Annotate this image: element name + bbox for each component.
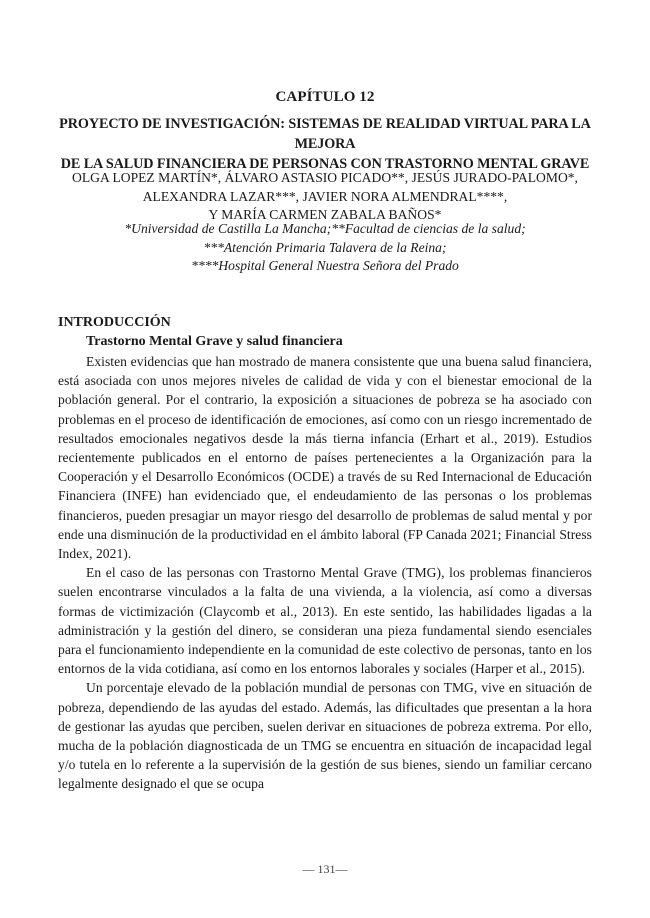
page-number: — 131— — [302, 862, 348, 876]
author-line: Y MARÍA CARMEN ZABALA BAÑOS* — [208, 207, 442, 222]
body-text — [58, 352, 592, 794]
chapter-label: CAPÍTULO 12 — [275, 89, 375, 105]
affiliation-line: ***Atención Primaria Talavera de la Reina; — [203, 239, 447, 255]
section-heading: INTRODUCCIÓN — [58, 315, 171, 330]
affiliation-line: ****Hospital General Nuestra Señora del Prado — [191, 258, 459, 273]
author-list — [40, 169, 610, 225]
author-line: OLGA LOPEZ MARTÍN*, ÁLVARO ASTASIO PICADO**, JESÚS JURADO-PALOMO*, — [72, 170, 578, 185]
chapter-title-line: PROYECTO DE INVESTIGACIÓN: SISTEMAS DE REALIDAD VIRTUAL PARA LA MEJORA — [59, 116, 591, 152]
body-paragraph: Existen evidencias que han mostrado de manera consistente que una buena salud financiera, está asociada con unos mejores niveles de calidad de vida y con el bienestar emocional de la población general. Por el contrario, la exposición a situaciones de pobreza se ha asociado con problemas en el proceso de identificación de emociones, así como con un riesgo incrementado de resultados emocionales negativos desde la más tierna infancia (Erhart et al., 2019). Estudios recientemente publicados en el entorno de países pertenecientes a la Organización para la Cooperación y el Desarrollo Económicos (OCDE) a través de su Red Internacional de Educación Financiera (INFE) han evidenciado que, el endeudamiento de las personas o los problemas financieros, pueden presagiar un mayor riesgo del desarrollo de problemas de salud mental y por ende una disminución de la productividad en el ámbito laboral (FP Canada 2021; Financial Stress Index, 2021). — [58, 354, 592, 562]
affiliation-list — [40, 220, 610, 276]
affiliation-line: *Universidad de Castilla La Mancha;**Facultad de ciencias de la salud; — [124, 221, 526, 236]
author-line: ALEXANDRA LAZAR***, JAVIER NORA ALMENDRAL****, — [142, 188, 508, 204]
body-paragraph: En el caso de las personas con Trastorno Mental Grave (TMG), los problemas financieros suelen encontrarse vinculados a la falta de una vivienda, a la violencia, así como a diversas formas de victimización (Claycomb et al., 2013). En este sentido, las habilidades ligadas a la administración y la gestión del dinero, se consideran una pieza fundamental siendo esenciales para el funcionamiento independiente en la comunidad de este colectivo de personas, tanto en los entornos de la vida cotidiana, así como en los entornos laborales y sociales (Harper et al., 2015). — [58, 565, 592, 677]
chapter-title — [40, 114, 610, 174]
subsection-heading: Trastorno Mental Grave y salud financiera — [86, 334, 343, 349]
body-paragraph: Un porcentaje elevado de la población mundial de personas con TMG, vive en situación de pobreza, dependiendo de las ayudas del estado. Además, las dificultades que presentan a la hora de gestionar las ayudas que perciben, suelen derivar en situaciones de pobreza extrema. Por ello, mucha de la población diagnosticada de un TMG se encuentra en situación de incapacidad legal y/o tutela en lo referente a la supervisión de la gestión de sus bienes, siendo un familiar cercano legalmente designado el que se ocupa — [58, 680, 592, 792]
chapter-title-line: DE LA SALUD FINANCIERA DE PERSONAS CON TRASTORNO MENTAL GRAVE — [60, 156, 590, 172]
